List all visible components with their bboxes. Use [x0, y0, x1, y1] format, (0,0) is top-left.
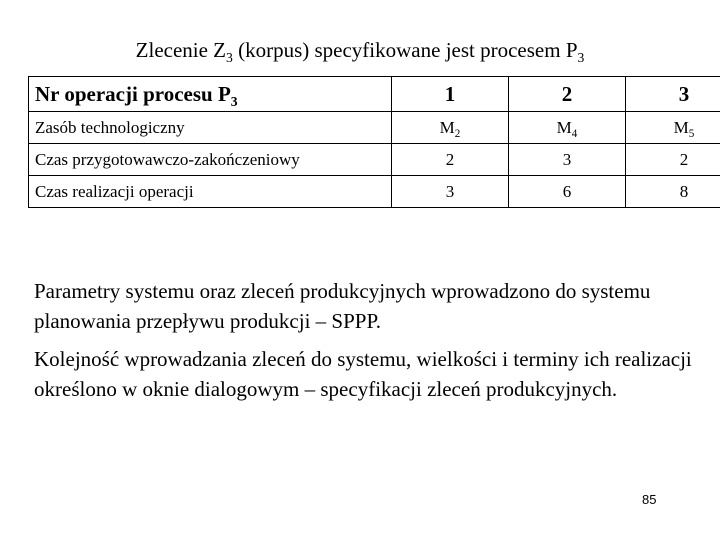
- page-number: 85: [642, 492, 657, 507]
- row-label: Czas realizacji operacji: [29, 176, 392, 208]
- table-cell: [392, 112, 509, 144]
- table-caption: [0, 38, 720, 63]
- caption-text-middle: (korpus) specyfikowane jest procesem P: [232, 38, 578, 62]
- cell-subscript: 5: [688, 127, 695, 140]
- table-cell: 2: [392, 144, 509, 176]
- header-col-2: 2: [509, 77, 626, 112]
- table-cell: 8: [626, 176, 720, 208]
- operations-table: [28, 76, 720, 208]
- table-cell: [509, 112, 626, 144]
- cell-main: M: [556, 117, 572, 137]
- cell-main: M: [673, 117, 689, 137]
- cell-main: M: [439, 117, 455, 137]
- header-label-cell: [29, 77, 392, 112]
- header-label-subscript: 3: [230, 93, 238, 109]
- caption-subscript-process: 3: [577, 49, 585, 65]
- table-header-row: [29, 77, 720, 112]
- table-cell: 3: [392, 176, 509, 208]
- paragraph-parameters: Parametry systemu oraz zleceń produkcyjnych wprowadzono do systemu planowania przepływu produkcji – SPPP.: [34, 279, 651, 333]
- table-cell: 2: [626, 144, 720, 176]
- paragraph-order-entry: Kolejność wprowadzania zleceń do systemu, wielkości i terminy ich realizacji określono w oknie dialogowym – specyfikacji zleceń produkcyjnych.: [34, 347, 692, 401]
- table-row-resource: [29, 112, 720, 144]
- header-col-3: 3: [626, 77, 720, 112]
- header-col-1: 1: [392, 77, 509, 112]
- caption-text-before: Zlecenie Z: [135, 38, 227, 62]
- header-label: Nr operacji procesu P: [35, 81, 231, 106]
- table-row-setup-time: [29, 144, 720, 176]
- table-row-execution-time: [29, 176, 720, 208]
- table-cell: 6: [509, 176, 626, 208]
- table-cell: 3: [509, 144, 626, 176]
- caption-subscript-order: 3: [226, 49, 233, 65]
- row-label: Zasób technologiczny: [29, 112, 392, 144]
- cell-subscript: 2: [454, 127, 461, 140]
- table-cell: [626, 112, 720, 144]
- row-label: Czas przygotowawczo-zakończeniowy: [29, 144, 392, 176]
- cell-subscript: 4: [571, 127, 578, 140]
